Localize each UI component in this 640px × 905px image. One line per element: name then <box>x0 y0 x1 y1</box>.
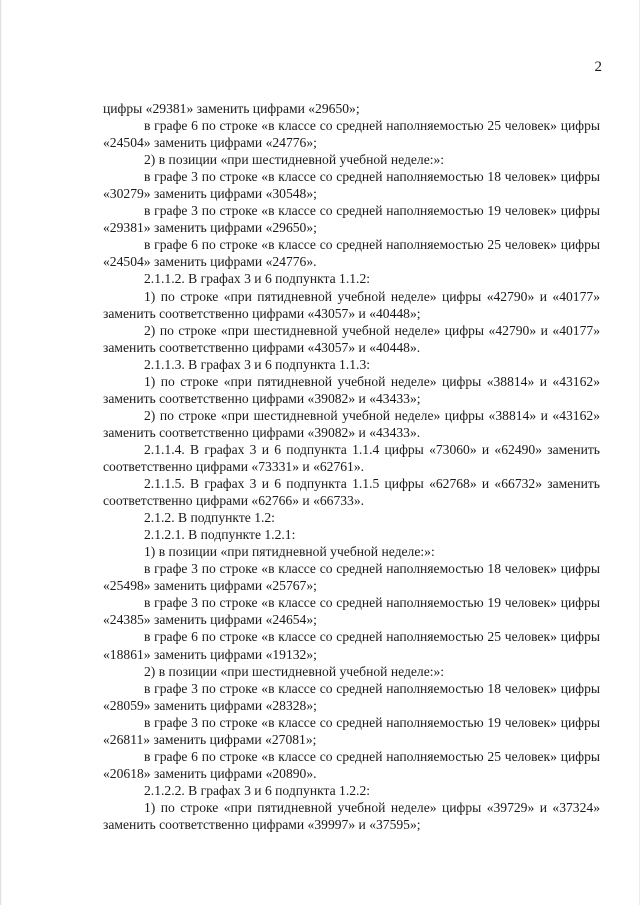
document-body <box>103 100 600 833</box>
paragraph: в графе 3 по строке «в классе со средней наполняемостью 19 человек» цифры «24385» заменить цифрами «24654»; <box>103 595 600 628</box>
paragraph-subsection-heading: 2.1.2. В подпункте 1.2: <box>144 510 275 526</box>
paragraph: в графе 6 по строке «в классе со средней наполняемостью 25 человек» цифры «24504» заменить цифрами «24776». <box>103 237 600 270</box>
paragraph: в графе 3 по строке «в классе со средней наполняемостью 18 человек» цифры «25498» заменить цифрами «25767»; <box>103 561 600 594</box>
paragraph: 2) по строке «при шестидневной учебной неделе» цифры «38814» и «43162» заменить соответственно цифрами «39082» и «43433». <box>103 407 600 440</box>
paragraph: в графе 3 по строке «в классе со средней наполняемостью 19 человек» цифры «29381» заменить цифрами «29650»; <box>103 203 600 236</box>
paragraph-subsection-heading: 2.1.2.2. В графах 3 и 6 подпункта 1.2.2: <box>144 782 371 798</box>
paragraph-subsection-heading: 2.1.2.1. В подпункте 1.2.1: <box>144 527 296 543</box>
paragraph: 2.1.1.5. В графах 3 и 6 подпункта 1.1.5 цифры «62768» и «66732» заменить соответственно цифрами «62766» и «66733». <box>103 476 600 509</box>
paragraph: 2.1.1.4. В графах 3 и 6 подпункта 1.1.4 цифры «73060» и «62490» заменить соответственно цифрами «73331» и «62761». <box>103 441 600 474</box>
paragraph: 1) в позиции «при пятидневной учебной неделе:»: <box>144 544 435 560</box>
scan-edge-left <box>0 0 2 905</box>
paragraph: 1) по строке «при пятидневной учебной неделе» цифры «42790» и «40177» заменить соответственно цифрами «43057» и «40448»; <box>103 288 600 321</box>
paragraph: в графе 6 по строке «в классе со средней наполняемостью 25 человек» цифры «20618» заменить цифрами «20890». <box>103 748 600 781</box>
paragraph: 2) по строке «при шестидневной учебной неделе» цифры «42790» и «40177» заменить соответственно цифрами «43057» и «40448». <box>103 322 600 355</box>
paragraph-subsection-heading: 2.1.1.3. В графах 3 и 6 подпункта 1.1.3: <box>144 356 371 372</box>
paragraph: 1) по строке «при пятидневной учебной неделе» цифры «38814» и «43162» заменить соответственно цифрами «39082» и «43433»; <box>103 373 600 406</box>
paragraph: в графе 6 по строке «в классе со средней наполняемостью 25 человек» цифры «24504» заменить цифрами «24776»; <box>103 118 600 151</box>
page-number: 2 <box>594 59 602 75</box>
paragraph: в графе 3 по строке «в классе со средней наполняемостью 18 человек» цифры «30279» заменить цифрами «30548»; <box>103 169 600 202</box>
paragraph: 2) в позиции «при шестидневной учебной неделе:»: <box>144 663 445 679</box>
paragraph: в графе 6 по строке «в классе со средней наполняемостью 25 человек» цифры «18861» заменить цифрами «19132»; <box>103 629 600 662</box>
paragraph: в графе 3 по строке «в классе со средней наполняемостью 19 человек» цифры «26811» заменить цифрами «27081»; <box>103 714 600 747</box>
paragraph: 2) в позиции «при шестидневной учебной неделе:»: <box>144 152 445 168</box>
paragraph: в графе 3 по строке «в классе со средней наполняемостью 18 человек» цифры «28059» заменить цифрами «28328»; <box>103 680 600 713</box>
paragraph: 1) по строке «при пятидневной учебной неделе» цифры «39729» и «37324» заменить соответственно цифрами «39997» и «37595»; <box>103 799 600 832</box>
paragraph-continuation: цифры «29381» заменить цифрами «29650»; <box>103 101 360 116</box>
paragraph-subsection-heading: 2.1.1.2. В графах 3 и 6 подпункта 1.1.2: <box>144 271 371 287</box>
